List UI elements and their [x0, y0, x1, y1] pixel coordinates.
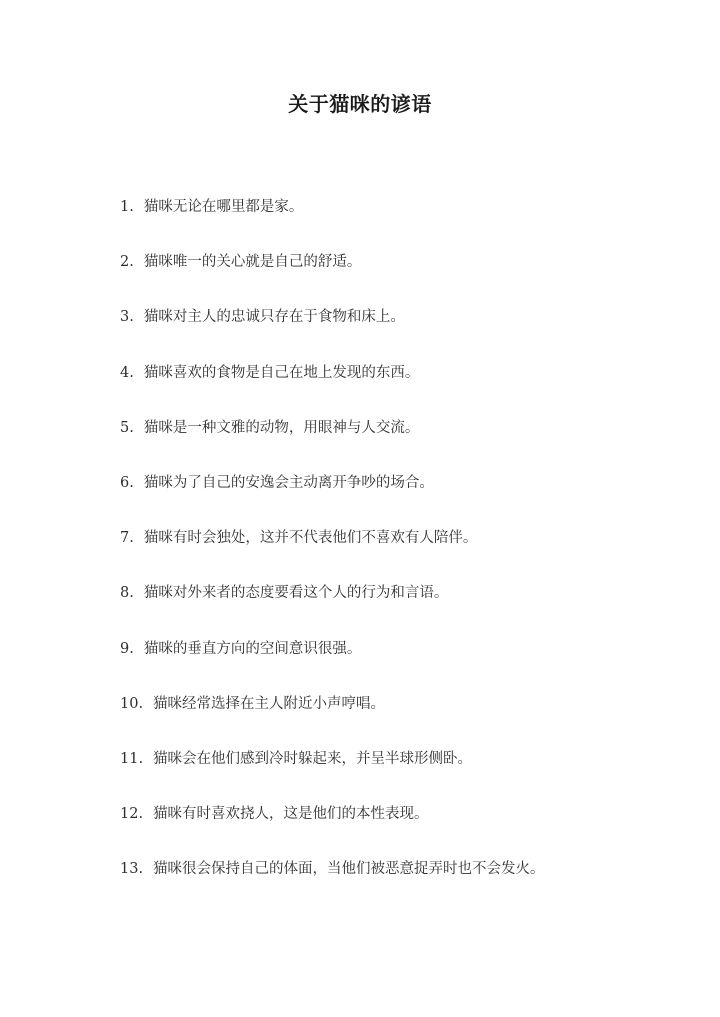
item-number: 8. — [120, 585, 134, 602]
item-number: 5. — [120, 419, 134, 436]
list-item — [120, 306, 545, 361]
item-number: 3. — [120, 309, 134, 326]
item-text: 猫咪有时会独处，这并不代表他们不喜欢有人陪伴。 — [143, 530, 478, 547]
item-text: 猫咪唯一的关心就是自己的舒适。 — [143, 254, 362, 271]
list-item — [120, 362, 545, 417]
item-text: 猫咪会在他们感到冷时躲起来，并呈半球形侧卧。 — [153, 750, 473, 767]
list-item — [120, 196, 545, 251]
list-item — [120, 693, 545, 748]
item-number: 11. — [120, 750, 144, 767]
item-number: 2. — [120, 254, 134, 271]
item-number: 4. — [120, 364, 134, 381]
list-item — [120, 417, 545, 472]
proverb-list — [120, 196, 545, 913]
item-number: 10. — [120, 695, 144, 712]
item-text: 猫咪经常选择在主人附近小声哼唱。 — [153, 695, 386, 712]
list-item — [120, 858, 545, 913]
page-title: 关于猫咪的谚语 — [288, 92, 432, 116]
item-text: 猫咪的垂直方向的空间意识很强。 — [143, 640, 362, 657]
list-item — [120, 803, 545, 858]
item-number: 7. — [120, 530, 134, 547]
item-text: 猫咪是一种文雅的动物，用眼神与人交流。 — [143, 419, 420, 436]
item-text: 猫咪有时喜欢挠人，这是他们的本性表现。 — [153, 806, 429, 823]
item-text: 猫咪对主人的忠诚只存在于食物和床上。 — [143, 309, 405, 326]
list-item — [120, 748, 545, 803]
item-number: 13. — [120, 861, 144, 878]
list-item — [120, 638, 545, 693]
item-number: 1. — [120, 199, 134, 215]
item-text: 猫咪喜欢的食物是自己在地上发现的东西。 — [143, 364, 420, 381]
item-text: 猫咪无论在哪里都是家。 — [143, 199, 304, 215]
list-item — [120, 472, 545, 527]
item-text: 猫咪对外来者的态度要看这个人的行为和言语。 — [143, 585, 449, 602]
item-text: 猫咪很会保持自己的体面，当他们被恶意捉弄时也不会发火。 — [153, 861, 545, 878]
list-item — [120, 582, 545, 637]
item-number: 6. — [120, 474, 134, 491]
item-text: 猫咪为了自己的安逸会主动离开争吵的场合。 — [143, 474, 434, 491]
list-item — [120, 251, 545, 306]
item-number: 9. — [120, 640, 134, 657]
item-number: 12. — [120, 806, 144, 823]
list-item — [120, 527, 545, 582]
